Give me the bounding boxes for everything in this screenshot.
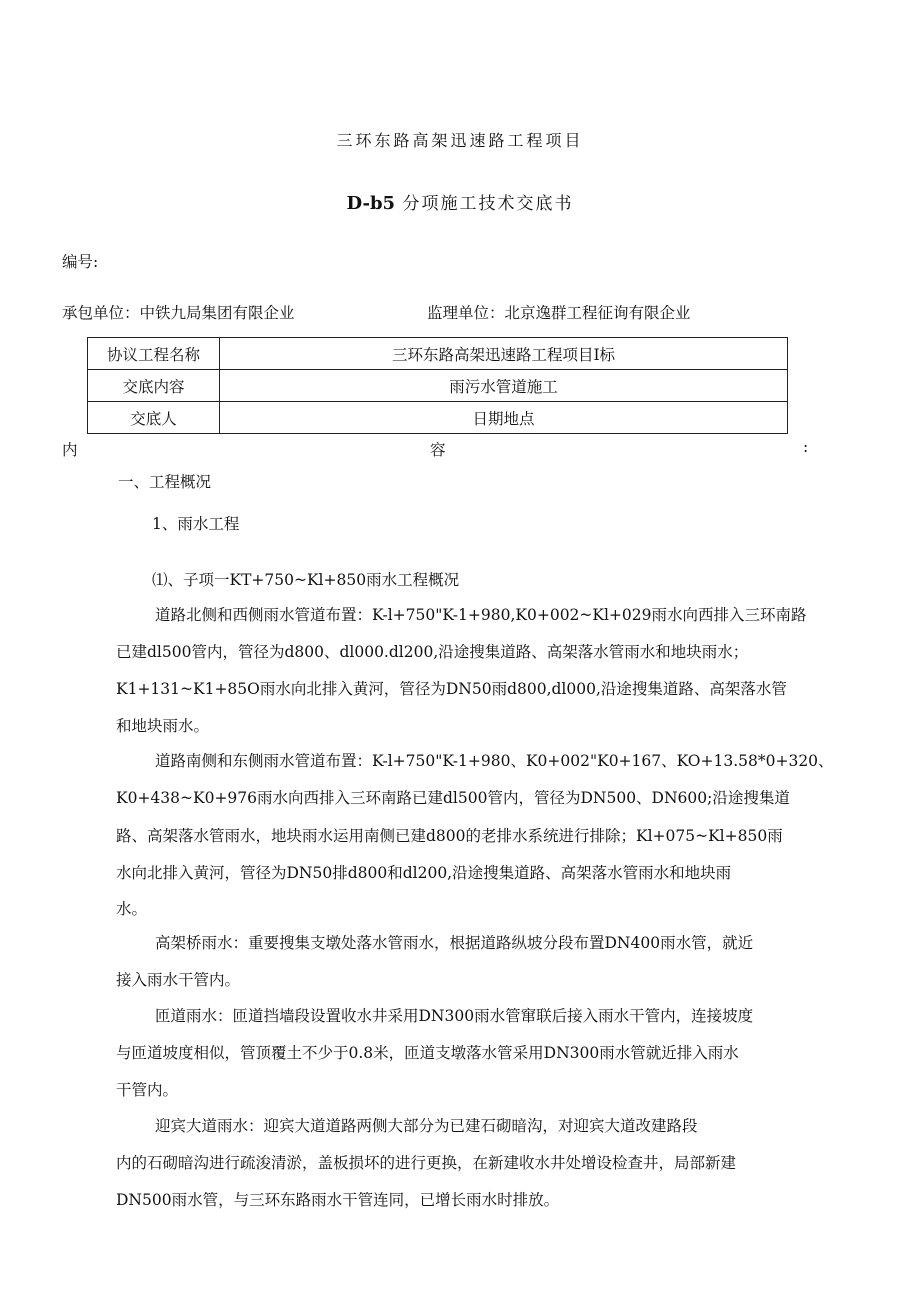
section-heading: 一、工程概况 (118, 473, 212, 491)
paragraph-line: 接入雨水干管内。 (116, 971, 241, 989)
content-label-left: 内 (62, 441, 78, 459)
paragraph-line: 道路南侧和东侧雨水管道布置：K-l+750"K-1+980、K0+002"K0+167、KO+13.58*0+320、 (155, 752, 834, 770)
paragraph-line: 匝道雨水：匝道挡墙段设置收水井采用DN300雨水管窜联后接入雨水干管内，连接坡度 (155, 1007, 754, 1025)
paragraph-line: K0+438~K0+976雨水向西排入三环南路已建dl500管内，管径为DN500、DN600;沿途搜集道 (116, 789, 790, 807)
paragraph-line: 和地块雨水。 (116, 717, 210, 735)
table-label: 交底内容 (88, 370, 220, 402)
content-label-right: : (803, 438, 809, 456)
subsection-heading: 1、雨水工程 (152, 515, 240, 533)
paragraph-line: 高架桥雨水：重要搜集支墩处落水管雨水，根据道路纵坡分段布置DN400雨水管，就近 (155, 934, 754, 952)
table-label: 交底人 (88, 402, 220, 434)
paragraph-line: 与匝道坡度相似，管顶覆土不少于0.8米，匝道支墩落水管采用DN300雨水管就近排入雨水 (116, 1044, 739, 1062)
paragraph-line: 内的石砌暗沟进行疏浚清淤，盖板损坏的进行更换，在新建收水井处增设检查井，局部新建 (116, 1154, 737, 1172)
content-label-mid: 容 (430, 441, 446, 459)
paragraph-line: 水。 (116, 900, 148, 918)
paragraph-line: 道路北侧和西侧雨水管道布置：K-l+750"K-1+980,K0+002~Kl+029雨水向西排入三环南路 (155, 606, 807, 624)
supervisor-unit: 监理单位：北京逸群工程征询有限企业 (427, 304, 691, 322)
document-title (0, 189, 920, 214)
paragraph-line: 迎宾大道雨水：迎宾大道道路两侧大部分为已建石砌暗沟，对迎宾大道改建路段 (155, 1117, 698, 1135)
paragraph-line: 已建dl500管内，管径为d800、dl000.dl200,沿途搜集道路、高架落水管雨水和地块雨水； (116, 643, 749, 661)
table-row (88, 370, 788, 402)
document-code: D-b5 (346, 193, 396, 214)
paragraph-line: 水向北排入黄河，管径为DN50排d800和dl200,沿途搜集道路、高架落水管雨水和地块雨 (116, 864, 732, 882)
paragraph-line: 路、高架落水管雨水，地块雨水运用南侧已建d800的老排水系统进行排除；Kl+075~Kl+850雨 (116, 827, 783, 845)
table-row (88, 338, 788, 370)
contractor-unit: 承包单位：中铁九局集团有限企业 (62, 304, 295, 322)
serial-number-label: 编号: (62, 253, 99, 271)
table-value: 三环东路高架迅速路工程项目Ⅰ标 (220, 338, 788, 370)
project-title: 三环东路高架迅速路工程项目 (336, 131, 584, 150)
item-heading: ⑴、子项一KT+750~Kl+850雨水工程概况 (152, 571, 460, 589)
paragraph-line: K1+131~K1+85O雨水向北排入黄河，管径为DN50雨d800,dl000,沿途搜集道路、高架落水管 (116, 680, 787, 698)
document-title-text: 分项施工技术交底书 (402, 194, 574, 214)
table-label: 协议工程名称 (88, 338, 220, 370)
paragraph-line: 干管内。 (116, 1081, 179, 1099)
paragraph-line: DN500雨水管，与三环东路雨水干管连同，已增长雨水时排放。 (116, 1191, 560, 1209)
table-value: 雨污水管道施工 (220, 370, 788, 402)
table-row (88, 402, 788, 434)
info-table (87, 337, 788, 434)
table-value: 日期地点 (220, 402, 788, 434)
